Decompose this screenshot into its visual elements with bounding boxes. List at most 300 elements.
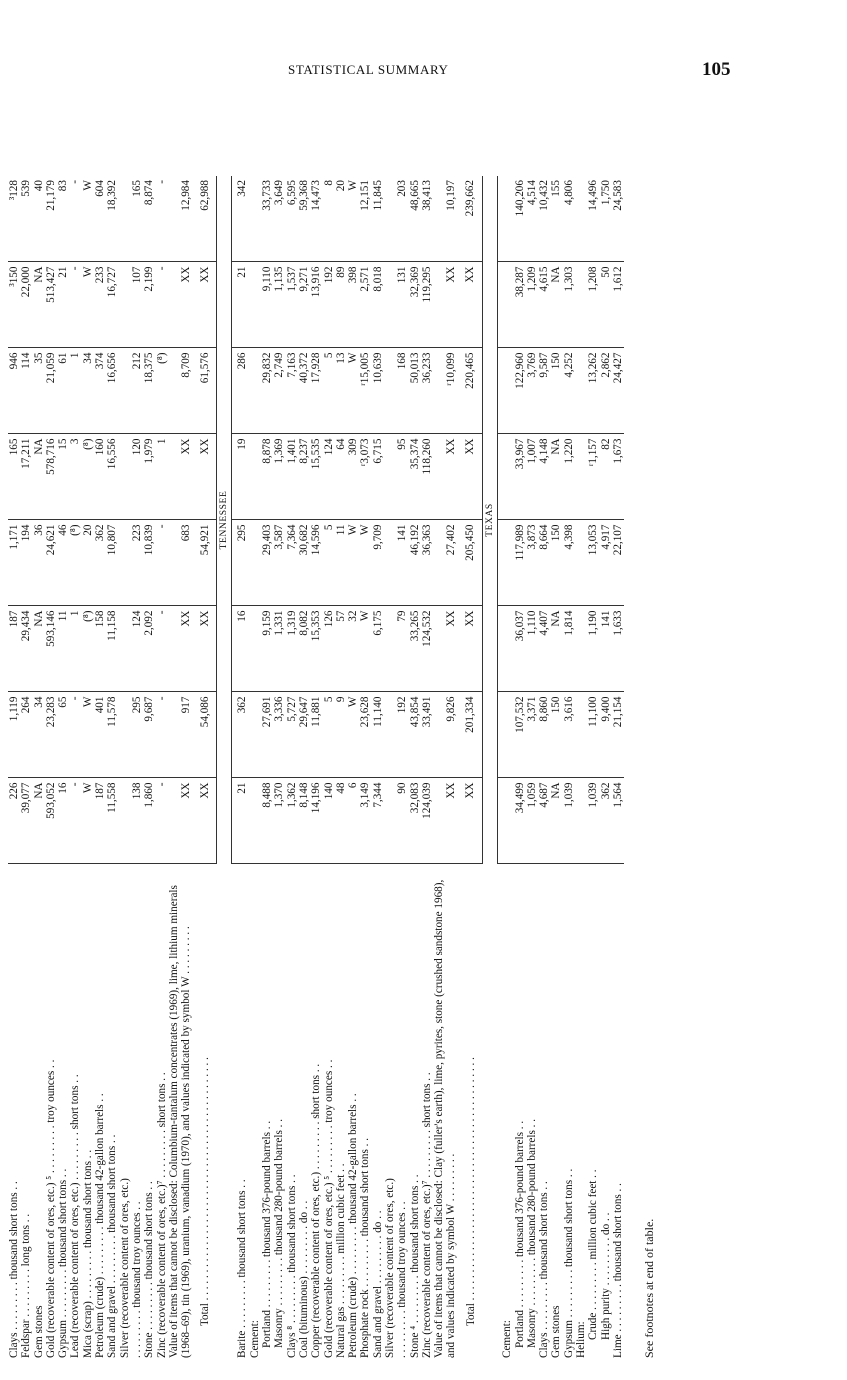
value-cell: 309 <box>347 434 359 520</box>
value-cell: 1,750 <box>600 176 612 262</box>
value-cell: 295 <box>131 692 143 778</box>
value-cell: 165 <box>131 176 143 262</box>
value-cell: 13,262 <box>587 348 599 434</box>
value-cell: 6,175 <box>372 606 384 692</box>
value-cell: 11,881 <box>310 692 322 778</box>
value-cell: 9,687 <box>143 692 155 778</box>
value-cell: 1,362 <box>286 778 298 864</box>
value-cell: 32,083 <box>409 778 421 864</box>
value-cell: 401 <box>94 692 106 778</box>
table-row <box>526 176 538 1362</box>
value-cell: 1,633 <box>612 606 624 692</box>
total-row <box>192 176 217 1362</box>
row-label: Gem stones <box>32 1305 45 1358</box>
table-row <box>131 176 143 1362</box>
value-cell: 38,413 <box>421 176 433 262</box>
withheld-label: Value of items that cannot be disclosed: Clay (fuller's earth), lime, pyrites, stone (crushed sandstone 1968), and values indicated by symbol W . . . . . . . . . <box>433 879 458 1358</box>
table-row <box>45 176 57 1362</box>
state-heading-row <box>482 176 497 1362</box>
value-cell: 9,159 <box>261 606 273 692</box>
table-row <box>232 176 249 1362</box>
value-cell: XX <box>168 606 192 692</box>
value-cell: 1 <box>69 348 81 434</box>
value-cell: 59,368 <box>298 176 310 262</box>
value-cell: 1,220 <box>563 434 575 520</box>
value-cell: 374 <box>94 348 106 434</box>
value-cell <box>119 520 131 606</box>
value-cell: 203 <box>396 176 408 262</box>
value-cell <box>249 176 261 262</box>
value-cell: 1 <box>69 606 81 692</box>
total-label: Total . . . . . . . . . . . . . . . . . . . . . . . . . . . . . . . . . . . . . . . . . . . . <box>464 1057 477 1326</box>
row-label: Portland . . . . . . . . . thousand 376-pound barrels . . <box>513 1120 526 1348</box>
value-cell: 27,691 <box>261 692 273 778</box>
row-label: Coal (bituminous) . . . . . . . . . do . . <box>297 1200 310 1358</box>
value-cell: 150 <box>550 692 562 778</box>
value-cell: - <box>156 176 168 262</box>
value-cell <box>249 434 261 520</box>
withheld-label: Value of items that cannot be disclosed: Columbium-tantalum concentrates (1969), lime, lithium minerals (1968–69), tin (1969), uranium, vanadium (1970), and values indicated by symbol W . . . . . . . . . <box>167 885 192 1358</box>
value-cell: 9,826 <box>433 692 457 778</box>
state-heading-spacer <box>217 864 232 1362</box>
value-cell: 1 <box>156 434 168 520</box>
row-label: Crude . . . . . . . . . million cubic feet . . <box>587 1169 600 1340</box>
row-label: Stone . . . . . . . . . thousand short tons . . <box>143 1181 156 1358</box>
table-row <box>396 176 408 1362</box>
value-cell <box>497 348 513 434</box>
value-cell: 11 <box>57 606 69 692</box>
value-cell: 286 <box>232 348 249 434</box>
value-cell: 29,403 <box>261 520 273 606</box>
table-row <box>298 176 310 1362</box>
value-cell: 82 <box>600 434 612 520</box>
value-cell: 24,621 <box>45 520 57 606</box>
value-cell: W <box>347 520 359 606</box>
value-cell: 21,059 <box>45 348 57 434</box>
page-header <box>0 59 847 86</box>
value-cell: 8,148 <box>298 778 310 864</box>
value-cell: 2,749 <box>273 348 285 434</box>
row-label: . . . . . . . . . thousand troy ounces . . <box>130 1201 143 1358</box>
value-cell <box>497 262 513 348</box>
row-label: Gem stones <box>550 1305 563 1358</box>
total-cell: XX <box>457 434 482 520</box>
value-cell: 4,398 <box>563 520 575 606</box>
value-cell: 124,532 <box>421 606 433 692</box>
value-cell: W <box>347 348 359 434</box>
table-row <box>359 176 371 1362</box>
value-cell: 3,587 <box>273 520 285 606</box>
row-label: Clays . . . . . . . . . thousand short tons . . <box>8 1181 20 1358</box>
value-cell: 1,537 <box>286 262 298 348</box>
value-cell: NA <box>550 606 562 692</box>
table-row <box>94 176 106 1362</box>
value-cell: 64 <box>335 434 347 520</box>
row-label: Masonry . . . . . . . . . thousand 280-pound barrels . . <box>273 1118 286 1348</box>
table-row <box>57 176 69 1362</box>
value-cell: 1,039 <box>563 778 575 864</box>
value-cell: 7,344 <box>372 778 384 864</box>
value-cell: 141 <box>600 606 612 692</box>
value-cell: 1,208 <box>587 262 599 348</box>
total-cell: 54,921 <box>192 520 217 606</box>
value-cell: 4,806 <box>563 176 575 262</box>
table-row <box>20 176 32 1362</box>
total-cell: XX <box>457 778 482 864</box>
value-cell: 1,814 <box>563 606 575 692</box>
value-cell: W <box>347 692 359 778</box>
value-cell: 24,583 <box>612 176 624 262</box>
value-cell: 89 <box>335 262 347 348</box>
total-cell: 205,450 <box>457 520 482 606</box>
value-cell: 13 <box>335 348 347 434</box>
value-cell: 40,372 <box>298 348 310 434</box>
value-cell: 11,158 <box>106 606 118 692</box>
value-cell: 12,984 <box>168 176 192 262</box>
value-cell: 19 <box>232 434 249 520</box>
value-cell <box>384 176 396 262</box>
value-cell: 90 <box>396 778 408 864</box>
row-label: Clays . . . . . . . . . thousand short tons . . <box>538 1181 551 1358</box>
value-cell: 11,558 <box>106 778 118 864</box>
value-cell: NA <box>33 778 45 864</box>
value-cell: XX <box>168 778 192 864</box>
value-cell: 8,082 <box>298 606 310 692</box>
row-label: Natural gas . . . . . . . . . million cubic feet . . <box>334 1163 347 1358</box>
value-cell: - <box>156 606 168 692</box>
table-row <box>156 176 168 1362</box>
value-cell: 17,928 <box>310 348 322 434</box>
value-cell: 3,769 <box>526 348 538 434</box>
value-cell: 9,709 <box>372 520 384 606</box>
value-cell: 4,252 <box>563 348 575 434</box>
table-body <box>8 176 624 1362</box>
value-cell: (⁸) <box>82 606 94 692</box>
value-cell: 21 <box>57 262 69 348</box>
value-cell: 539 <box>20 176 32 262</box>
value-cell: 16,727 <box>106 262 118 348</box>
value-cell: 9,400 <box>600 692 612 778</box>
value-cell: 8,488 <box>261 778 273 864</box>
value-cell: 21 <box>232 778 249 864</box>
value-cell: 8,709 <box>168 348 192 434</box>
value-cell <box>497 606 513 692</box>
value-cell: 36,363 <box>421 520 433 606</box>
value-cell: W <box>82 262 94 348</box>
value-cell <box>497 176 513 262</box>
value-cell: 7,163 <box>286 348 298 434</box>
value-cell <box>249 606 261 692</box>
value-cell: 1,331 <box>273 606 285 692</box>
value-cell: 65 <box>57 692 69 778</box>
value-cell: 21,179 <box>45 176 57 262</box>
value-cell: 226 <box>8 778 20 864</box>
value-cell: 10,639 <box>372 348 384 434</box>
value-cell: 34,499 <box>514 778 526 864</box>
table-row <box>82 176 94 1362</box>
table-row <box>119 176 131 1362</box>
value-cell: 1,135 <box>273 262 285 348</box>
value-cell: 398 <box>347 262 359 348</box>
value-cell: 117,989 <box>514 520 526 606</box>
total-cell: XX <box>457 262 482 348</box>
value-cell: W <box>82 692 94 778</box>
value-cell: 13,053 <box>587 520 599 606</box>
value-cell: 11,140 <box>372 692 384 778</box>
table-row <box>310 176 322 1362</box>
value-cell: 342 <box>232 176 249 262</box>
row-label: Stone ⁴ . . . . . . . . . thousand short tons . . <box>408 1174 421 1358</box>
state-heading: TEXAS <box>482 176 497 864</box>
value-cell: 223 <box>131 520 143 606</box>
value-cell: XX <box>433 262 457 348</box>
state-heading: TENNESSEE <box>217 176 232 864</box>
value-cell: 131 <box>396 262 408 348</box>
value-cell: 168 <box>396 348 408 434</box>
value-cell: ʳ15,005 <box>359 348 371 434</box>
row-label: High purity . . . . . . . . . do . . <box>599 1212 612 1340</box>
value-cell: 83 <box>57 176 69 262</box>
rotated-table-container <box>8 92 768 1362</box>
value-cell: NA <box>550 434 562 520</box>
value-cell: NA <box>550 778 562 864</box>
value-cell: 50 <box>600 262 612 348</box>
table-row <box>273 176 285 1362</box>
value-cell: 2,199 <box>143 262 155 348</box>
value-cell: 17,211 <box>20 434 32 520</box>
value-cell: 8,237 <box>298 434 310 520</box>
total-cell: 54,086 <box>192 692 217 778</box>
value-cell: 233 <box>94 262 106 348</box>
value-cell: 36,037 <box>514 606 526 692</box>
value-cell: 362 <box>94 520 106 606</box>
row-label: Copper (recoverable content of ores, etc.) . . . . . . . . . short tons . . <box>310 1063 323 1358</box>
row-label: Lime . . . . . . . . . thousand short tons . . <box>611 1183 624 1358</box>
value-cell: XX <box>433 778 457 864</box>
value-cell <box>497 520 513 606</box>
value-cell: 3,149 <box>359 778 371 864</box>
value-cell: 1,059 <box>526 778 538 864</box>
value-cell: 9 <box>335 692 347 778</box>
value-cell: 3,649 <box>273 176 285 262</box>
value-cell: 5 <box>323 520 335 606</box>
value-cell: XX <box>168 262 192 348</box>
value-cell: 8,874 <box>143 176 155 262</box>
value-cell: 2,571 <box>359 262 371 348</box>
total-cell: XX <box>192 434 217 520</box>
value-cell <box>575 778 587 864</box>
value-cell: 11,845 <box>372 176 384 262</box>
value-cell <box>575 262 587 348</box>
row-label: Sand and gravel . . . . . . . . . thousand short tons . . <box>106 1134 119 1358</box>
value-cell: 1,190 <box>587 606 599 692</box>
row-label: Cement: <box>501 1320 514 1358</box>
value-cell: 2,092 <box>143 606 155 692</box>
value-cell: 33,733 <box>261 176 273 262</box>
total-row <box>457 176 482 1362</box>
value-cell: 35 <box>33 348 45 434</box>
value-cell: - <box>156 520 168 606</box>
value-cell: 36,233 <box>421 348 433 434</box>
value-cell: 9,110 <box>261 262 273 348</box>
value-cell: ³150 <box>8 262 20 348</box>
value-cell: 593,052 <box>45 778 57 864</box>
value-cell: 35,374 <box>409 434 421 520</box>
value-cell: 604 <box>94 176 106 262</box>
running-head: STATISTICAL SUMMARY <box>288 62 449 77</box>
value-cell: 593,146 <box>45 606 57 692</box>
value-cell <box>497 778 513 864</box>
value-cell: 192 <box>323 262 335 348</box>
value-cell: 124 <box>323 434 335 520</box>
value-cell: 5 <box>323 692 335 778</box>
value-cell: 40 <box>33 176 45 262</box>
value-cell: - <box>156 692 168 778</box>
value-cell: 23,628 <box>359 692 371 778</box>
value-cell: 187 <box>94 778 106 864</box>
value-cell: 16 <box>232 606 249 692</box>
value-cell: 11,578 <box>106 692 118 778</box>
table-row <box>261 176 273 1362</box>
state-heading-spacer <box>482 864 497 1362</box>
value-cell: 114 <box>20 348 32 434</box>
value-cell: 155 <box>550 176 562 262</box>
row-label: Silver (recoverable content of ores, etc.) <box>118 1178 131 1358</box>
value-cell: 4,148 <box>538 434 550 520</box>
value-cell: 34 <box>33 692 45 778</box>
total-label: Total . . . . . . . . . . . . . . . . . . . . . . . . . . . . . . . . . . . . . . . . . . . . <box>199 1057 212 1326</box>
value-cell <box>119 176 131 262</box>
value-cell: NA <box>33 262 45 348</box>
row-label: Phosphate rock . . . . . . . . . thousand short tons . . <box>359 1137 372 1358</box>
state-heading-row <box>217 176 232 1362</box>
total-cell: 239,662 <box>457 176 482 262</box>
value-cell: 1,369 <box>273 434 285 520</box>
value-cell: 22,107 <box>612 520 624 606</box>
value-cell <box>249 692 261 778</box>
value-cell: 15,353 <box>310 606 322 692</box>
value-cell <box>575 520 587 606</box>
page-number: 105 <box>702 59 731 80</box>
value-cell: 150 <box>550 348 562 434</box>
statistical-table <box>8 176 624 1362</box>
value-cell: (⁸) <box>82 434 94 520</box>
value-cell <box>575 434 587 520</box>
value-cell: 1,171 <box>8 520 20 606</box>
total-cell: 201,334 <box>457 692 482 778</box>
value-cell: 122,960 <box>514 348 526 434</box>
value-cell: XX <box>433 606 457 692</box>
value-cell <box>384 262 396 348</box>
value-cell: 39,077 <box>20 778 32 864</box>
value-cell: 1,401 <box>286 434 298 520</box>
value-cell: 3,616 <box>563 692 575 778</box>
value-cell: 4,917 <box>600 520 612 606</box>
total-cell: 62,988 <box>192 176 217 262</box>
value-cell: 33,265 <box>409 606 421 692</box>
value-cell: 124 <box>131 606 143 692</box>
table-row <box>538 176 550 1362</box>
value-cell: 5,727 <box>286 692 298 778</box>
value-cell: 33,967 <box>514 434 526 520</box>
value-cell: XX <box>168 434 192 520</box>
value-cell: 187 <box>8 606 20 692</box>
value-cell: 295 <box>232 520 249 606</box>
value-cell <box>249 262 261 348</box>
value-cell: 95 <box>396 434 408 520</box>
value-cell: 21,154 <box>612 692 624 778</box>
value-cell: 30,682 <box>298 520 310 606</box>
value-cell: - <box>69 262 81 348</box>
value-cell <box>497 434 513 520</box>
value-cell: 27,402 <box>433 520 457 606</box>
row-label: Barite . . . . . . . . . thousand short tons . . <box>236 1179 249 1358</box>
value-cell: 138 <box>131 778 143 864</box>
value-cell: 8,664 <box>538 520 550 606</box>
value-cell <box>384 606 396 692</box>
row-label: Gypsum . . . . . . . . . thousand short tons . . <box>57 1168 70 1358</box>
value-cell: 3 <box>69 434 81 520</box>
value-cell: 9,587 <box>538 348 550 434</box>
table-row <box>612 176 624 1362</box>
value-cell: 1,209 <box>526 262 538 348</box>
table-row <box>421 176 433 1362</box>
value-cell: 29,832 <box>261 348 273 434</box>
value-cell: 1,039 <box>587 778 599 864</box>
value-cell <box>384 692 396 778</box>
value-cell: 8,018 <box>372 262 384 348</box>
value-cell: 16,656 <box>106 348 118 434</box>
value-cell <box>384 434 396 520</box>
value-cell: 3,371 <box>526 692 538 778</box>
value-cell: W <box>82 176 94 262</box>
value-cell: 4,615 <box>538 262 550 348</box>
value-cell <box>119 262 131 348</box>
value-cell: 18,392 <box>106 176 118 262</box>
table-row <box>384 176 396 1362</box>
value-cell: 8,878 <box>261 434 273 520</box>
row-label: Sand and gravel . . . . . . . . . do . . <box>371 1210 384 1358</box>
table-row <box>106 176 118 1362</box>
row-label: Zinc (recoverable content of ores, etc.)⁷ . . . . . . . . . short tons . . <box>420 1072 433 1358</box>
value-cell: W <box>359 520 371 606</box>
row-label: Gold (recoverable content of ores, etc.) ⁵ . . . . . . . . . troy ounces . . <box>322 1059 335 1358</box>
value-cell <box>575 606 587 692</box>
table-row <box>33 176 45 1362</box>
value-cell: 38,287 <box>514 262 526 348</box>
value-cell: 6,595 <box>286 176 298 262</box>
value-cell: 16 <box>57 778 69 864</box>
value-cell: 3,873 <box>526 520 538 606</box>
value-cell <box>119 434 131 520</box>
value-cell: 32,369 <box>409 262 421 348</box>
value-cell: 126 <box>323 606 335 692</box>
value-cell: - <box>69 692 81 778</box>
table-row <box>409 176 421 1362</box>
value-cell: 1,007 <box>526 434 538 520</box>
row-label: Petroleum (crude) . . . . . . . . . thousand 42-gallon barrels . . <box>94 1093 107 1358</box>
value-cell: 48 <box>335 778 347 864</box>
value-cell: 124,039 <box>421 778 433 864</box>
value-cell: 11 <box>335 520 347 606</box>
value-cell: 141 <box>396 520 408 606</box>
value-cell: 1,564 <box>612 778 624 864</box>
value-cell: 33,491 <box>421 692 433 778</box>
row-label: Feldspar . . . . . . . . . long tons . . <box>20 1213 33 1358</box>
value-cell: 1,370 <box>273 778 285 864</box>
table-row <box>600 176 612 1362</box>
value-cell: 212 <box>131 348 143 434</box>
